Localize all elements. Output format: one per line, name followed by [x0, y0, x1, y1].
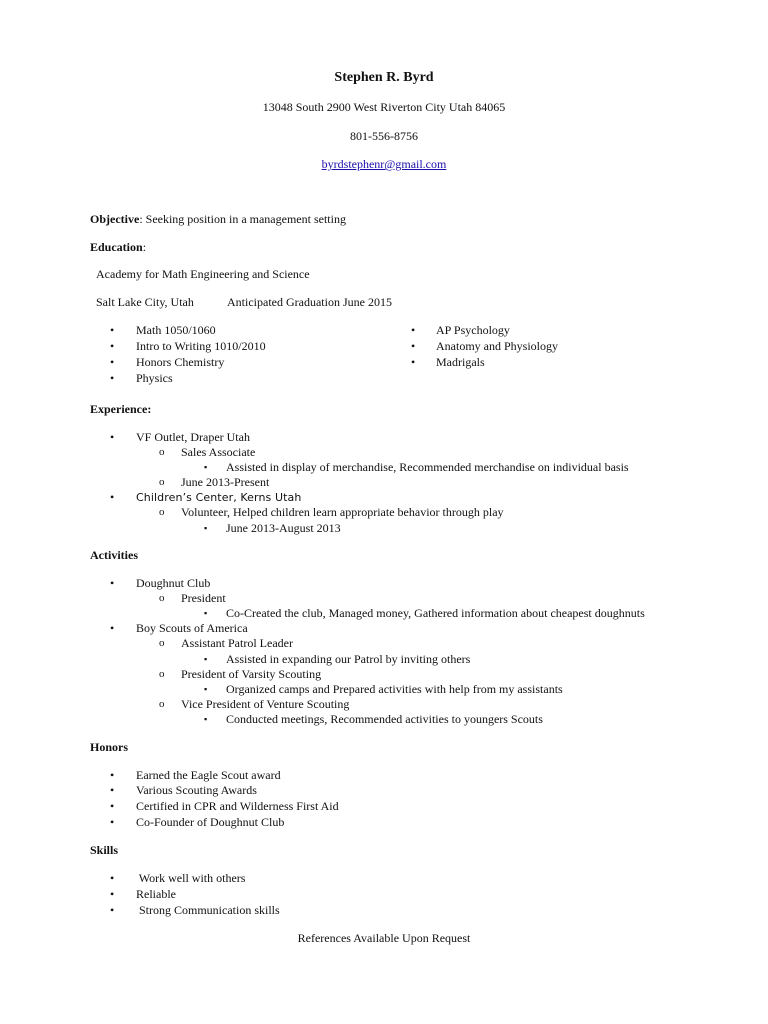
- bullet: •: [411, 339, 416, 353]
- course-item: Physics: [136, 371, 173, 385]
- sub-sub-bullet: ▪: [204, 654, 208, 664]
- course-item: AP Psychology: [436, 323, 510, 337]
- skill-item: Strong Communication skills: [136, 903, 280, 917]
- graduation-date: Anticipated Graduation June 2015: [227, 295, 392, 309]
- education-label: Education: [90, 240, 143, 254]
- bullet: •: [110, 768, 115, 782]
- bullet: •: [110, 339, 115, 353]
- activity-detail: Co-Created the club, Managed money, Gathered information about cheapest doughnuts: [226, 606, 645, 620]
- honors-heading: Honors: [90, 740, 129, 754]
- bullet: •: [110, 815, 115, 829]
- school-location: Salt Lake City, Utah: [96, 295, 194, 309]
- sub-bullet: o: [159, 637, 165, 649]
- skill-item: Work well with others: [136, 871, 246, 885]
- course-item: Intro to Writing 1010/2010: [136, 339, 266, 353]
- sub-bullet: o: [159, 592, 165, 604]
- bullet: •: [411, 323, 416, 337]
- sub-bullet: o: [159, 446, 165, 458]
- job-role: Volunteer, Helped children learn appropriate behavior through play: [181, 505, 504, 519]
- references-note: References Available Upon Request: [297, 931, 471, 945]
- bullet: •: [110, 430, 115, 444]
- course-item: Anatomy and Physiology: [436, 339, 558, 353]
- bullet: •: [110, 576, 115, 590]
- honor-item: Co-Founder of Doughnut Club: [136, 815, 285, 829]
- objective-text: : Seeking position in a management setting: [139, 212, 346, 226]
- honor-item: Earned the Eagle Scout award: [136, 768, 281, 782]
- bullet: •: [110, 371, 115, 385]
- honor-item: Various Scouting Awards: [136, 783, 257, 797]
- activity-name: Doughnut Club: [136, 576, 211, 590]
- activity-role: President of Varsity Scouting: [181, 667, 322, 681]
- objective-label: Objective: [90, 212, 140, 226]
- bullet: •: [110, 871, 115, 885]
- applicant-address: 13048 South 2900 West Riverton City Utah 84065: [262, 100, 506, 114]
- sub-sub-bullet: ▪: [204, 608, 208, 618]
- activity-detail: Assisted in expanding our Patrol by inviting others: [226, 652, 471, 666]
- bullet: •: [411, 355, 416, 369]
- job-detail: Assisted in display of merchandise, Recommended merchandise on individual basis: [226, 460, 629, 474]
- job-role: Sales Associate: [181, 445, 256, 459]
- school-name: Academy for Math Engineering and Science: [96, 267, 310, 281]
- education-heading: [90, 240, 146, 255]
- bullet: •: [110, 323, 115, 337]
- applicant-name: Stephen R. Byrd: [334, 70, 434, 85]
- email-line: [0, 157, 768, 172]
- objective-line: [90, 212, 346, 227]
- activity-role: Assistant Patrol Leader: [181, 636, 293, 650]
- sub-bullet: o: [159, 668, 165, 680]
- bullet: •: [110, 783, 115, 797]
- education-colon: :: [142, 240, 147, 254]
- activity-detail: Conducted meetings, Recommended activities to youngers Scouts: [226, 712, 543, 726]
- bullet: •: [110, 799, 115, 813]
- sub-bullet: o: [159, 476, 165, 488]
- experience-heading: Experience:: [90, 402, 152, 416]
- job-dates: June 2013-August 2013: [226, 521, 341, 535]
- bullet: •: [110, 887, 115, 901]
- sub-bullet: o: [159, 698, 165, 710]
- bullet: •: [110, 355, 115, 369]
- applicant-phone: 801-556-8756: [350, 129, 418, 143]
- activity-detail: Organized camps and Prepared activities with help from my assistants: [226, 682, 563, 696]
- job-dates: June 2013-Present: [181, 475, 270, 489]
- course-item: Honors Chemistry: [136, 355, 225, 369]
- sub-sub-bullet: ▪: [204, 523, 208, 533]
- skill-item: Reliable: [136, 887, 176, 901]
- skills-heading: Skills: [90, 843, 119, 857]
- sub-sub-bullet: ▪: [204, 714, 208, 724]
- employer: VF Outlet, Draper Utah: [136, 430, 250, 444]
- bullet: •: [110, 490, 115, 504]
- activity-name: Boy Scouts of America: [136, 621, 248, 635]
- employer: Children’s Center, Kerns Utah: [136, 491, 302, 504]
- activity-role: President: [181, 591, 226, 605]
- course-item: Math 1050/1060: [136, 323, 216, 337]
- sub-sub-bullet: ▪: [204, 684, 208, 694]
- activity-role: Vice President of Venture Scouting: [181, 697, 350, 711]
- course-item: Madrigals: [436, 355, 485, 369]
- honor-item: Certified in CPR and Wilderness First Aid: [136, 799, 339, 813]
- activities-heading: Activities: [90, 548, 138, 562]
- bullet: •: [110, 903, 115, 917]
- sub-sub-bullet: ▪: [204, 462, 208, 472]
- email-link[interactable]: byrdstephenr@gmail.com: [321, 157, 447, 171]
- bullet: •: [110, 621, 115, 635]
- sub-bullet: o: [159, 506, 165, 518]
